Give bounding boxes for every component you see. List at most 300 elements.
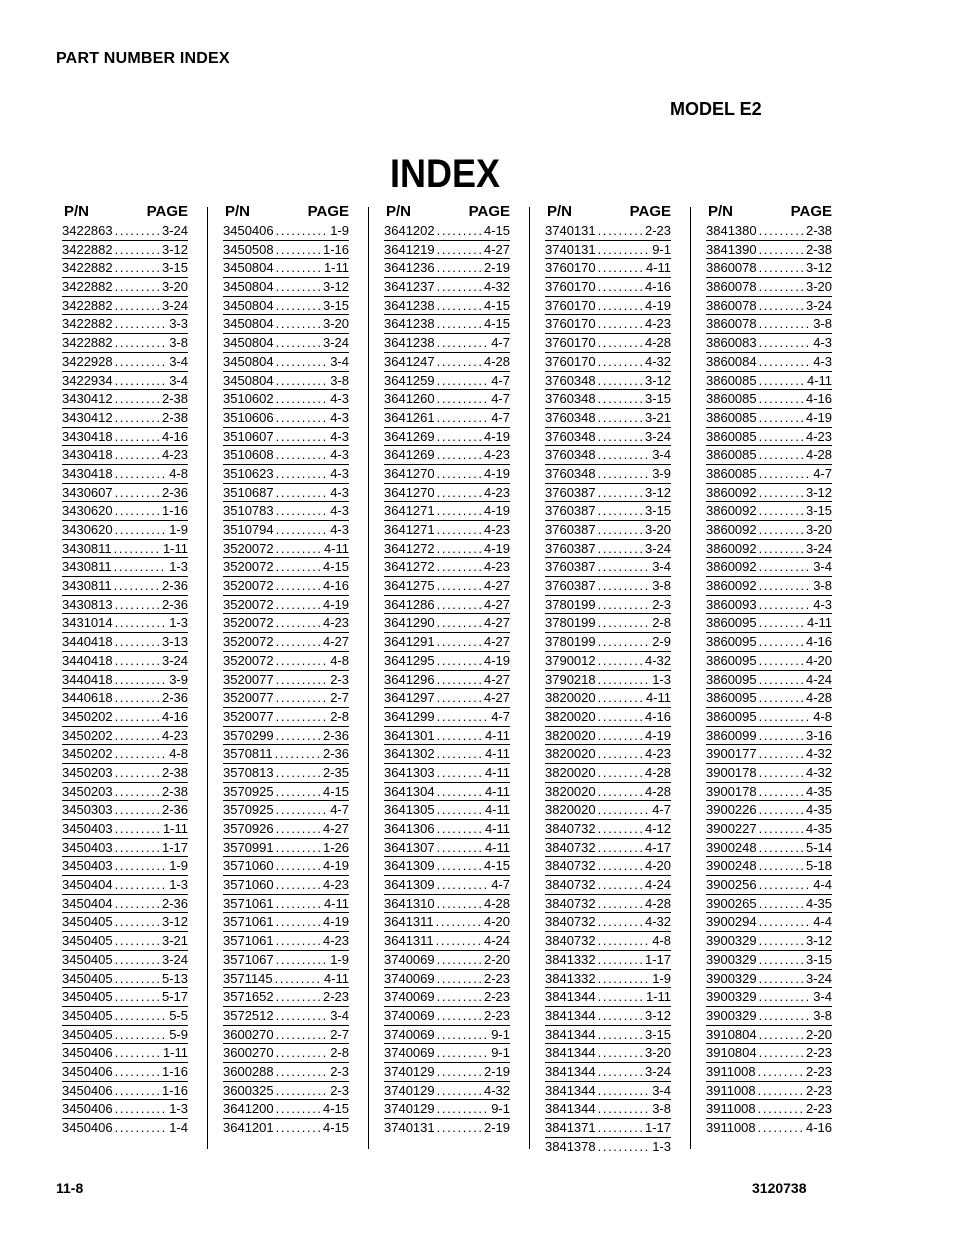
part-number: 3571061 xyxy=(223,895,274,911)
dot-leader xyxy=(598,1044,643,1062)
dot-leader xyxy=(598,876,643,894)
dot-leader xyxy=(437,372,490,390)
dot-leader xyxy=(759,409,804,427)
index-row xyxy=(706,671,832,690)
dot-leader xyxy=(115,727,160,745)
part-number: 3571145 xyxy=(223,970,273,986)
index-row xyxy=(706,801,832,820)
dot-leader xyxy=(598,1063,643,1081)
dot-leader xyxy=(437,315,482,333)
index-row xyxy=(384,689,510,708)
index-row xyxy=(545,1082,671,1101)
index-row xyxy=(223,241,349,260)
dot-leader xyxy=(759,502,804,520)
part-number: 3450406 xyxy=(62,1101,113,1117)
part-number: 3570926 xyxy=(223,821,274,836)
part-number: 3641305 xyxy=(384,802,435,818)
page-ref: 3-24 xyxy=(805,297,832,313)
index-row xyxy=(545,820,671,839)
index-row xyxy=(545,297,671,316)
index-row xyxy=(384,428,510,447)
part-number: 3570811 xyxy=(223,746,273,762)
dot-leader xyxy=(115,951,160,969)
part-number: 3841390 xyxy=(706,241,757,257)
index-row xyxy=(706,1007,832,1026)
dot-leader xyxy=(115,820,161,838)
part-number: 3450405 xyxy=(62,1026,113,1042)
index-row xyxy=(223,1082,349,1101)
page-ref: 4-24 xyxy=(805,671,832,687)
index-row xyxy=(62,259,188,278)
part-number: 3860095 xyxy=(706,634,757,650)
index-row xyxy=(545,783,671,802)
part-number: 3641269 xyxy=(384,447,435,463)
index-row xyxy=(223,764,349,783)
part-number: 3520072 xyxy=(223,596,274,612)
page-ref: 3-20 xyxy=(161,279,188,295)
section-title: PART NUMBER INDEX xyxy=(56,50,230,67)
index-row xyxy=(384,1007,510,1026)
part-number: 3860085 xyxy=(706,447,757,463)
index-row xyxy=(545,745,671,764)
page-ref: 3-24 xyxy=(644,428,671,444)
index-row xyxy=(545,671,671,690)
page-ref: 2-23 xyxy=(644,223,671,238)
dot-leader xyxy=(598,558,651,576)
part-number: 3641202 xyxy=(384,223,435,238)
index-row xyxy=(62,633,188,652)
dot-leader xyxy=(276,895,322,913)
index-row xyxy=(223,278,349,297)
part-number: 3760387 xyxy=(545,484,596,500)
index-row xyxy=(545,521,671,540)
part-number: 3641311 xyxy=(384,914,434,930)
index-column xyxy=(223,203,349,1138)
index-row xyxy=(384,895,510,914)
index-row xyxy=(223,970,349,989)
index-row xyxy=(62,390,188,409)
page-ref: 3-24 xyxy=(805,540,832,556)
page-ref: 4-35 xyxy=(805,821,832,836)
part-number: 3641310 xyxy=(384,895,435,911)
part-number: 3600325 xyxy=(223,1082,274,1098)
page-ref: 4-3 xyxy=(330,465,349,481)
page-ref: 4-19 xyxy=(322,858,349,874)
index-row xyxy=(384,1063,510,1082)
page-ref: 4-3 xyxy=(813,335,832,351)
column-header xyxy=(706,203,832,222)
pn-header: P/N xyxy=(386,203,412,220)
dot-leader xyxy=(598,577,651,595)
index-row xyxy=(62,1007,188,1026)
page-ref: 3-4 xyxy=(652,447,671,463)
page-ref: 4-32 xyxy=(483,279,510,295)
part-number: 3510607 xyxy=(223,428,274,444)
dot-leader xyxy=(276,222,329,240)
index-row xyxy=(384,932,510,951)
dot-leader xyxy=(598,820,643,838)
part-number: 3641261 xyxy=(384,409,435,425)
part-number: 3740131 xyxy=(384,1120,435,1135)
index-row xyxy=(545,1007,671,1026)
dot-leader xyxy=(115,372,168,390)
dot-leader xyxy=(598,671,651,689)
part-number: 3641237 xyxy=(384,279,435,295)
index-row xyxy=(223,913,349,932)
index-row xyxy=(384,614,510,633)
dot-leader xyxy=(115,745,168,763)
page-ref: 3-8 xyxy=(652,1101,671,1117)
index-row xyxy=(545,222,671,241)
index-row xyxy=(223,932,349,951)
part-number: 3910804 xyxy=(706,1045,757,1061)
index-row xyxy=(545,801,671,820)
dot-leader xyxy=(598,259,644,277)
part-number: 3900329 xyxy=(706,951,757,967)
index-row xyxy=(545,558,671,577)
page-ref: 4-23 xyxy=(483,522,510,537)
page-ref: 4-11 xyxy=(645,260,671,276)
dot-leader xyxy=(115,708,160,726)
index-row xyxy=(62,353,188,372)
dot-leader xyxy=(115,1007,168,1025)
index-row xyxy=(706,988,832,1007)
page-ref: 3-12 xyxy=(805,260,832,276)
index-row xyxy=(223,633,349,652)
index-row xyxy=(223,1119,349,1138)
page-ref: 4-27 xyxy=(483,578,510,594)
page-ref: 4-23 xyxy=(483,447,510,463)
dot-leader xyxy=(759,372,805,390)
dot-leader xyxy=(437,521,482,539)
index-row xyxy=(223,839,349,858)
part-number: 3430412 xyxy=(62,409,113,425)
part-number: 3450202 xyxy=(62,746,113,762)
dot-leader xyxy=(276,820,321,838)
part-number: 3450406 xyxy=(62,1082,113,1098)
dot-leader xyxy=(115,764,160,782)
page-ref: 2-19 xyxy=(483,1063,510,1079)
part-number: 3600270 xyxy=(223,1045,274,1061)
dot-leader xyxy=(598,596,651,614)
dot-leader xyxy=(115,614,168,632)
index-row xyxy=(384,988,510,1007)
part-number: 3440418 xyxy=(62,671,113,687)
part-number: 3900329 xyxy=(706,970,757,986)
index-row xyxy=(384,390,510,409)
part-number: 3510602 xyxy=(223,391,274,407)
dot-leader xyxy=(759,951,804,969)
part-number: 3760348 xyxy=(545,372,596,388)
dot-leader xyxy=(115,278,160,296)
dot-leader xyxy=(759,465,812,483)
index-row xyxy=(223,820,349,839)
part-number: 3641270 xyxy=(384,484,435,500)
index-column xyxy=(706,203,832,1138)
part-number: 3860084 xyxy=(706,353,757,369)
index-row xyxy=(384,577,510,596)
page-ref: 4-16 xyxy=(644,279,671,295)
page-ref: 4-23 xyxy=(322,877,349,893)
dot-leader xyxy=(759,540,804,558)
page-ref: 3-12 xyxy=(805,933,832,949)
index-row xyxy=(706,558,832,577)
part-number: 3740129 xyxy=(384,1101,435,1117)
index-row xyxy=(706,652,832,671)
part-number: 3450403 xyxy=(62,821,113,836)
dot-leader xyxy=(276,465,329,483)
page-ref: 4-16 xyxy=(805,1120,832,1135)
part-number: 3820020 xyxy=(545,764,596,780)
part-number: 3600288 xyxy=(223,1063,274,1079)
index-row xyxy=(545,1100,671,1119)
page-ref: 1-16 xyxy=(161,503,188,519)
index-row xyxy=(384,1082,510,1101)
page-ref: 4-19 xyxy=(483,652,510,668)
page-ref: 3-4 xyxy=(169,372,188,388)
index-row xyxy=(706,839,832,858)
index-row xyxy=(223,577,349,596)
dot-leader xyxy=(437,558,482,576)
part-number: 3430620 xyxy=(62,503,113,519)
part-number: 3641238 xyxy=(384,297,435,313)
dot-leader xyxy=(759,727,804,745)
column-divider xyxy=(368,207,369,1149)
page-ref: 3-9 xyxy=(652,465,671,481)
page-ref: 3-15 xyxy=(644,1026,671,1042)
index-row xyxy=(545,334,671,353)
dot-leader xyxy=(759,913,812,931)
index-row xyxy=(384,465,510,484)
part-number: 3860095 xyxy=(706,708,757,724)
index-row xyxy=(706,390,832,409)
part-number: 3641275 xyxy=(384,578,435,594)
index-row xyxy=(545,857,671,876)
page-ref: 2-35 xyxy=(322,764,349,780)
part-number: 3841371 xyxy=(545,1120,596,1135)
part-number: 3841344 xyxy=(545,1082,596,1098)
column-header xyxy=(62,203,188,222)
dot-leader xyxy=(598,1119,643,1137)
dot-leader xyxy=(759,820,804,838)
page-ref: 4-28 xyxy=(483,895,510,911)
index-row xyxy=(384,839,510,858)
page-ref: 3-8 xyxy=(813,578,832,594)
dot-leader xyxy=(598,1007,643,1025)
dot-leader xyxy=(276,259,322,277)
dot-leader xyxy=(115,652,160,670)
dot-leader xyxy=(437,334,490,352)
dot-leader xyxy=(598,988,644,1006)
part-number: 3510687 xyxy=(223,484,274,500)
page-ref: 4-4 xyxy=(813,877,832,893)
page-ref: 4-35 xyxy=(805,783,832,799)
index-row xyxy=(545,577,671,596)
part-number: 3760348 xyxy=(545,391,596,407)
dot-leader xyxy=(114,558,168,576)
dot-leader xyxy=(598,372,643,390)
index-row xyxy=(223,334,349,353)
page-ref: 2-3 xyxy=(330,671,349,687)
part-number: 3900256 xyxy=(706,877,757,893)
dot-leader xyxy=(276,428,329,446)
part-number: 3641259 xyxy=(384,372,435,388)
index-row xyxy=(384,1044,510,1063)
part-number: 3641272 xyxy=(384,559,435,575)
page-ref: 4-19 xyxy=(805,409,832,425)
dot-leader xyxy=(758,1063,804,1081)
index-row xyxy=(706,1082,832,1101)
page-ref: 4-19 xyxy=(322,914,349,930)
dot-leader xyxy=(759,577,812,595)
page-ref: 3-24 xyxy=(644,540,671,556)
dot-leader xyxy=(115,409,160,427)
part-number: 3440418 xyxy=(62,634,113,650)
index-row xyxy=(384,334,510,353)
page-ref: 4-3 xyxy=(330,409,349,425)
index-row xyxy=(223,652,349,671)
page-ref: 4-15 xyxy=(483,223,510,238)
part-number: 3520072 xyxy=(223,634,274,650)
page-ref: 3-8 xyxy=(813,1007,832,1023)
dot-leader xyxy=(598,446,651,464)
dot-leader xyxy=(276,652,329,670)
part-number: 3760387 xyxy=(545,559,596,575)
dot-leader xyxy=(276,689,329,707)
index-row xyxy=(384,783,510,802)
index-row xyxy=(223,895,349,914)
dot-leader xyxy=(115,390,160,408)
part-number: 3860092 xyxy=(706,559,757,575)
page-ref: 4-3 xyxy=(813,596,832,612)
page-ref: 4-11 xyxy=(484,746,510,762)
index-row xyxy=(545,484,671,503)
dot-leader xyxy=(759,801,804,819)
part-number: 3841344 xyxy=(545,1063,596,1079)
page-ref: 4-20 xyxy=(644,858,671,874)
index-row xyxy=(384,259,510,278)
dot-leader xyxy=(276,596,321,614)
page-ref: 4-7 xyxy=(652,802,671,818)
part-number: 3740069 xyxy=(384,970,435,986)
index-row xyxy=(706,783,832,802)
dot-leader xyxy=(437,1063,482,1081)
page-ref: 1-3 xyxy=(169,877,188,893)
index-row xyxy=(545,465,671,484)
page-ref: 1-16 xyxy=(161,1063,188,1079)
dot-leader xyxy=(437,1100,490,1118)
dot-leader xyxy=(276,502,329,520)
page-ref: 4-11 xyxy=(806,372,832,388)
index-row xyxy=(384,521,510,540)
page-ref: 4-16 xyxy=(161,708,188,724)
index-row xyxy=(706,278,832,297)
page-ref: 1-17 xyxy=(161,839,188,855)
part-number: 3820020 xyxy=(545,727,596,743)
part-number: 3520077 xyxy=(223,671,274,687)
dot-leader xyxy=(598,334,643,352)
index-row xyxy=(223,222,349,241)
index-row xyxy=(223,614,349,633)
index-row xyxy=(706,708,832,727)
part-number: 3450203 xyxy=(62,764,113,780)
dot-leader xyxy=(276,446,329,464)
index-row xyxy=(223,689,349,708)
page-ref: 5-13 xyxy=(161,970,188,986)
part-number: 3641295 xyxy=(384,652,435,668)
part-number: 3422882 xyxy=(62,335,113,351)
page-ref: 5-5 xyxy=(169,1007,188,1023)
dot-leader xyxy=(115,876,168,894)
part-number: 3740131 xyxy=(545,241,596,257)
dot-leader xyxy=(276,708,329,726)
index-row xyxy=(706,633,832,652)
index-row xyxy=(62,745,188,764)
index-row xyxy=(384,633,510,652)
part-number: 3900178 xyxy=(706,764,757,780)
index-row xyxy=(706,409,832,428)
page-ref: 4-19 xyxy=(483,540,510,556)
dot-leader xyxy=(115,502,160,520)
index-row xyxy=(545,259,671,278)
part-number: 3571060 xyxy=(223,877,274,893)
part-number: 3840732 xyxy=(545,895,596,911)
dot-leader xyxy=(276,315,321,333)
dot-leader xyxy=(115,297,160,315)
index-row xyxy=(706,297,832,316)
page-ref: 4-28 xyxy=(644,335,671,351)
dot-leader xyxy=(276,857,321,875)
dot-leader xyxy=(115,1063,160,1081)
index-row xyxy=(62,857,188,876)
page-ref: 2-23 xyxy=(805,1082,832,1098)
part-number: 3740069 xyxy=(384,989,435,1005)
dot-leader xyxy=(115,241,160,259)
page-ref: 3-8 xyxy=(169,335,188,351)
part-number: 3740129 xyxy=(384,1063,435,1079)
page-ref: 2-38 xyxy=(805,223,832,238)
index-row xyxy=(384,446,510,465)
dot-leader xyxy=(437,1007,482,1025)
dot-leader xyxy=(115,671,168,689)
part-number: 3760348 xyxy=(545,428,596,444)
dot-leader xyxy=(437,839,483,857)
page-ref: 1-17 xyxy=(644,951,671,967)
dot-leader xyxy=(758,1100,804,1118)
dot-leader xyxy=(598,315,643,333)
dot-leader xyxy=(437,259,482,277)
dot-leader xyxy=(759,446,804,464)
page-ref: 4-32 xyxy=(483,1082,510,1098)
part-number: 3450405 xyxy=(62,989,113,1005)
part-number: 3641297 xyxy=(384,690,435,706)
part-number: 3841332 xyxy=(545,951,596,967)
index-row xyxy=(384,1119,510,1138)
dot-leader xyxy=(598,633,651,651)
dot-leader xyxy=(115,465,168,483)
index-row xyxy=(62,988,188,1007)
index-row xyxy=(706,1026,832,1045)
index-row xyxy=(223,988,349,1007)
part-number: 3740129 xyxy=(384,1082,435,1098)
index-row xyxy=(223,1044,349,1063)
page-ref: 3-20 xyxy=(322,316,349,332)
index-row xyxy=(223,353,349,372)
page-ref: 4-16 xyxy=(805,634,832,650)
part-number: 3422928 xyxy=(62,353,113,369)
dot-leader xyxy=(115,596,160,614)
page-ref: 2-36 xyxy=(161,596,188,612)
